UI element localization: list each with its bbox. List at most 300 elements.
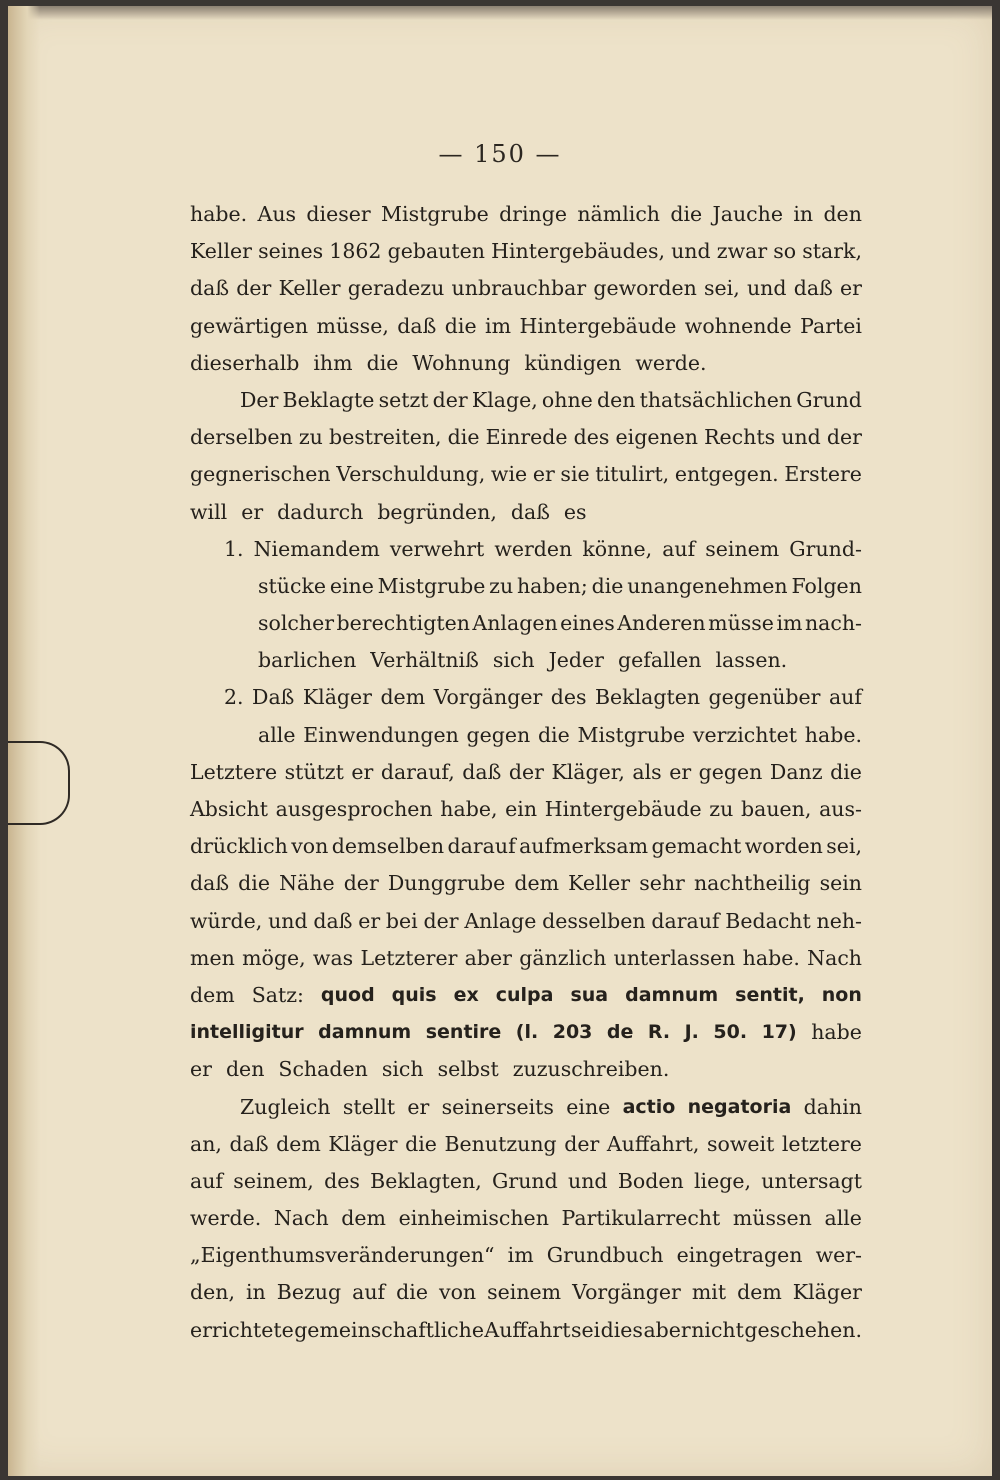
word: er (669, 759, 692, 784)
word: sua (570, 983, 609, 1006)
word: Der (240, 387, 279, 412)
text-line (190, 1237, 862, 1274)
word: Jeder (548, 648, 604, 673)
word: Folgen (791, 573, 862, 598)
word: dieserhalb (190, 350, 300, 375)
text-line (190, 270, 862, 307)
word: Kläger, (551, 759, 625, 784)
word: daß (793, 276, 833, 301)
word: „Eigenthumsveränderungen“ (190, 1243, 495, 1268)
text-line (190, 568, 862, 605)
word: im (507, 1243, 534, 1268)
word: einheimischen (398, 1206, 549, 1231)
word: nämlich (577, 202, 661, 226)
word: ex (453, 983, 479, 1006)
word: thatsächlichen (639, 387, 793, 412)
word: verzichtet (692, 722, 798, 747)
word: derselben (190, 425, 293, 450)
word: so (773, 239, 797, 264)
word: die (366, 350, 399, 375)
word: will (190, 499, 228, 524)
word: Erstere (784, 462, 862, 487)
word: auf (352, 1280, 386, 1305)
word: könne, (582, 536, 653, 561)
word: Aus (257, 202, 297, 226)
word: Einrede (485, 425, 568, 450)
word: Hintergebäude (544, 797, 702, 821)
word: die (405, 1131, 437, 1156)
text-line (190, 345, 862, 382)
word: ausgesprochen (275, 797, 433, 821)
word: gegnerischen (190, 462, 331, 487)
word: gemacht (651, 834, 742, 859)
word: von (291, 834, 329, 859)
text-line (190, 1014, 862, 1051)
word: dahin (803, 1094, 862, 1119)
word: unterlassen (613, 945, 736, 970)
text-line (190, 977, 862, 1014)
word: sie (560, 462, 590, 487)
word: Kläger (302, 685, 372, 710)
text-line (190, 1089, 862, 1126)
word: de (606, 1021, 634, 1044)
word: die (447, 425, 480, 450)
word: zu (709, 797, 734, 821)
word: Nähe (279, 871, 335, 896)
word: Boden (617, 1168, 684, 1193)
word: Zugleich (240, 1094, 331, 1119)
word: der (826, 425, 862, 450)
word: men (190, 945, 235, 970)
word: sentit, (735, 983, 805, 1006)
word: seinem (487, 1280, 562, 1305)
text-line (190, 233, 862, 270)
text-line (190, 791, 862, 828)
word: entgegen. (674, 462, 779, 487)
word: ihm (313, 350, 353, 375)
word: Benutzung (444, 1131, 557, 1156)
word: quis (391, 983, 437, 1006)
word: darauf, (380, 759, 455, 784)
word: 1. (224, 536, 244, 561)
word: er (532, 462, 555, 487)
word: Jauche (712, 202, 783, 226)
text-line (190, 308, 862, 345)
word: Grundbuch (546, 1243, 664, 1268)
word: Einwendungen (303, 722, 459, 747)
word: daß (397, 313, 437, 338)
word: er (840, 276, 862, 301)
word: Verschuldung, (336, 462, 486, 487)
word: des (324, 1168, 360, 1193)
word: im (485, 313, 512, 338)
word: die (830, 759, 862, 784)
word: in (246, 1280, 266, 1305)
word: gemeinschaftliche (294, 1317, 484, 1342)
word: die (537, 722, 570, 747)
text-line (190, 679, 862, 716)
word: nach- (804, 611, 862, 636)
word: actio (622, 1095, 676, 1118)
word: begründen, (377, 499, 497, 524)
word: dringe (499, 202, 567, 226)
word: Auffahrt, (606, 1131, 700, 1156)
body-text (190, 196, 862, 1349)
word: der (432, 387, 468, 412)
word: geradezu (347, 276, 445, 301)
word: dem (190, 982, 235, 1007)
word: er (190, 1057, 212, 1082)
word: dem (737, 1280, 782, 1305)
word: Kläger (328, 1131, 398, 1156)
word: sei (570, 1317, 601, 1342)
word: er (241, 499, 264, 524)
word: 17) (761, 1021, 797, 1044)
word: er (351, 759, 374, 784)
word: damnum (318, 1021, 412, 1044)
word: daß (190, 276, 230, 301)
word: Dunggrube (387, 871, 506, 896)
text-line (190, 642, 862, 679)
word: im (776, 611, 803, 636)
word: auf (190, 1168, 224, 1193)
word: den, (190, 1280, 235, 1305)
word: gebauten (387, 239, 485, 264)
word: daß (462, 759, 502, 784)
word: aufmerksam (519, 834, 649, 859)
word: der (508, 759, 544, 784)
word: aber (643, 1317, 691, 1342)
word: Anlagen (472, 611, 558, 636)
word: culpa (495, 983, 554, 1006)
word: Grund (796, 387, 862, 412)
word: eine (329, 573, 374, 598)
text-line (190, 1051, 862, 1088)
word: würde, (190, 908, 263, 933)
word: die (238, 871, 270, 896)
word: habe. (742, 945, 800, 970)
word: darauf (651, 908, 720, 933)
word: Nach (273, 1206, 329, 1231)
word: damnum (625, 983, 719, 1006)
word: Hintergebäude (519, 313, 677, 338)
word: habe, (440, 797, 498, 821)
word: dem (514, 871, 560, 896)
word: worden (744, 834, 823, 859)
word: habe. (190, 202, 248, 226)
word: dem (276, 1131, 321, 1156)
word: berechtigten (336, 611, 470, 636)
word: Mistgrube (577, 722, 686, 747)
word: unbrauchbar (451, 276, 587, 301)
text-line (190, 1163, 862, 1200)
word: sentire (425, 1021, 502, 1044)
word: nachtheilig (693, 871, 811, 896)
word: an, (190, 1131, 222, 1156)
word: alle (258, 722, 296, 747)
word: wer- (815, 1243, 862, 1268)
word: Verhältniß (370, 648, 479, 673)
word: und (568, 1168, 608, 1193)
word: den (596, 387, 636, 412)
text-line (190, 828, 862, 865)
word: Satz: (251, 982, 304, 1007)
word: intelligitur (190, 1021, 304, 1044)
word: Letztere (190, 759, 278, 784)
word: Auffahrt (484, 1317, 571, 1342)
word: letztere (781, 1131, 862, 1156)
word: quod (320, 983, 375, 1006)
word: er (407, 1094, 430, 1119)
word: selbst (437, 1057, 499, 1082)
word: dem (380, 685, 426, 710)
word: R. (647, 1021, 671, 1044)
text-line (190, 754, 862, 791)
word: aber (464, 945, 512, 970)
word: seinerseits (441, 1094, 554, 1119)
word: lassen. (715, 648, 788, 673)
word: Partikularrecht (561, 1206, 721, 1231)
word: aus- (819, 797, 862, 821)
word: sein (819, 871, 862, 896)
word: zu (298, 425, 323, 450)
word: Grund- (789, 536, 862, 561)
text-line (190, 1126, 862, 1163)
word: setzt (378, 387, 429, 412)
word: (l. (515, 1021, 539, 1044)
word: und (746, 276, 787, 301)
word: barlichen (258, 648, 357, 673)
word: Keller (278, 276, 341, 301)
word: Beklagten, (370, 1168, 482, 1193)
text-line (190, 903, 862, 940)
word: negatoria (687, 1095, 792, 1118)
text-line (190, 940, 862, 977)
word: und (671, 239, 711, 264)
word: soweit (706, 1131, 775, 1156)
word: müssen (732, 1206, 812, 1231)
word: dieser (306, 202, 371, 226)
word: geschehen. (744, 1317, 862, 1342)
word: Beklagten (594, 685, 701, 710)
word: Daß (252, 685, 295, 710)
word: stücke (258, 573, 326, 598)
word: darauf (447, 834, 516, 859)
word: Vorgänger (572, 1280, 681, 1305)
word: Kläger (792, 1280, 862, 1305)
word: ohne (541, 387, 593, 412)
word: als (632, 759, 662, 784)
word: der (343, 871, 379, 896)
word: Anlage (464, 908, 537, 933)
word: geworden (593, 276, 697, 301)
word: alle (824, 1206, 862, 1231)
word: und (781, 425, 821, 450)
word: zu (489, 573, 514, 598)
word: die (591, 573, 624, 598)
word: Beklagte (282, 387, 375, 412)
word: gefallen (617, 648, 702, 673)
text-line (190, 382, 862, 419)
word: verwehrt (389, 536, 485, 561)
word: Vorgänger (433, 685, 543, 710)
word: 2. (224, 685, 244, 710)
word: habe. (804, 722, 862, 747)
text-line (190, 717, 862, 754)
word: J. (684, 1021, 699, 1044)
word: Bedacht (725, 908, 811, 933)
word: Rechts (704, 425, 776, 450)
word: eigenen (615, 425, 698, 450)
word: Nach (807, 945, 862, 970)
word: Niemandem (253, 536, 380, 561)
word: den (823, 202, 862, 226)
word: neh- (816, 908, 862, 933)
page-number: — 150 — (438, 140, 562, 168)
word: daß (229, 1131, 269, 1156)
word: werden (494, 536, 573, 561)
word: solcher (258, 611, 335, 636)
word: seines (258, 239, 324, 264)
word: bauen, (740, 797, 812, 821)
word: Wohnung (412, 350, 511, 375)
word: zwar (716, 239, 768, 264)
word: Klage, (471, 387, 538, 412)
word: daß (313, 908, 353, 933)
word: dadurch (277, 499, 364, 524)
word: daß (190, 871, 230, 896)
word: seinem, (233, 1168, 314, 1193)
word: titulirt, (595, 462, 670, 487)
word: dem (341, 1206, 386, 1231)
word: werde. (635, 350, 707, 375)
word: Keller (568, 871, 631, 896)
word: auf (828, 685, 862, 710)
word: gegen (698, 759, 763, 784)
text-line (190, 419, 862, 456)
word: müsse (708, 611, 774, 636)
word: Keller (190, 239, 252, 264)
word: Grund (492, 1168, 558, 1193)
word: möge, (242, 945, 306, 970)
word: zuzuschreiben. (512, 1057, 670, 1082)
text-line (190, 456, 862, 493)
word: mit (691, 1280, 727, 1305)
word: bestreiten, (328, 425, 442, 450)
word: kündigen (524, 350, 622, 375)
word: non (821, 983, 862, 1006)
word: seinem (705, 536, 780, 561)
word: eine (566, 1094, 611, 1119)
text-line (190, 1200, 862, 1237)
text-line (190, 605, 862, 642)
word: unangenehmen (627, 573, 788, 598)
word: Letzterer (360, 945, 458, 970)
word: habe (811, 1020, 862, 1045)
word: sei, (826, 834, 862, 859)
word: Mistgrube (377, 573, 486, 598)
word: errichtete (190, 1317, 294, 1342)
word: Schaden (278, 1057, 368, 1082)
word: der (423, 908, 459, 933)
word: Partei (800, 313, 862, 338)
word: bei (385, 908, 418, 933)
word: untersagt (761, 1168, 862, 1193)
word: die (444, 313, 477, 338)
word: sei, (704, 276, 740, 301)
word: 203 (552, 1021, 593, 1044)
word: drücklich (190, 834, 288, 859)
word: ein (505, 797, 538, 821)
word: und (268, 908, 308, 933)
word: gänzlich (519, 945, 607, 970)
text-line (190, 1274, 862, 1311)
text-line (190, 531, 862, 568)
word: den (225, 1057, 265, 1082)
word: was (312, 945, 354, 970)
word: werde. (190, 1206, 262, 1231)
word: desselben (542, 908, 646, 933)
word: demselben (331, 834, 445, 859)
word: stellt (342, 1094, 396, 1119)
word: die (670, 202, 703, 226)
word: es (563, 499, 587, 524)
word: des (573, 425, 610, 450)
word: gewärtigen (190, 313, 309, 338)
word: haben; (516, 573, 588, 598)
text-line (190, 865, 862, 902)
word: sehr (639, 871, 685, 896)
word: dies (600, 1317, 643, 1342)
word: eines (560, 611, 615, 636)
text-line (190, 1312, 862, 1349)
word: wohnende (684, 313, 792, 338)
word: sich (492, 648, 535, 673)
page-clip-tab (8, 741, 70, 825)
word: die (396, 1280, 428, 1305)
word: gegen (466, 722, 531, 747)
word: sich (381, 1057, 424, 1082)
page-top-edge (8, 6, 992, 20)
word: des (550, 685, 587, 710)
word: Mistgrube (381, 202, 489, 226)
word: 1862 (329, 239, 382, 264)
word: 50. (713, 1021, 748, 1044)
word: daß (510, 499, 550, 524)
text-line (190, 196, 862, 233)
word: stützt (284, 759, 344, 784)
word: in (793, 202, 814, 226)
word: der (236, 276, 272, 301)
word: müsse, (316, 313, 389, 338)
word: wie (490, 462, 528, 487)
text-line (190, 494, 862, 531)
word: liege, (694, 1168, 752, 1193)
word: er (358, 908, 381, 933)
word: nicht (691, 1317, 744, 1342)
word: Bezug (276, 1280, 342, 1305)
word: Anderen (617, 611, 706, 636)
word: von (438, 1280, 477, 1305)
word: auf (662, 536, 696, 561)
word: gegenüber (708, 685, 821, 710)
word: der (564, 1131, 600, 1156)
word: Danz (769, 759, 823, 784)
word: Hintergebäudes, (491, 239, 665, 264)
word: Absicht (190, 797, 268, 821)
word: stark, (802, 239, 862, 264)
word: eingetragen (676, 1243, 803, 1268)
